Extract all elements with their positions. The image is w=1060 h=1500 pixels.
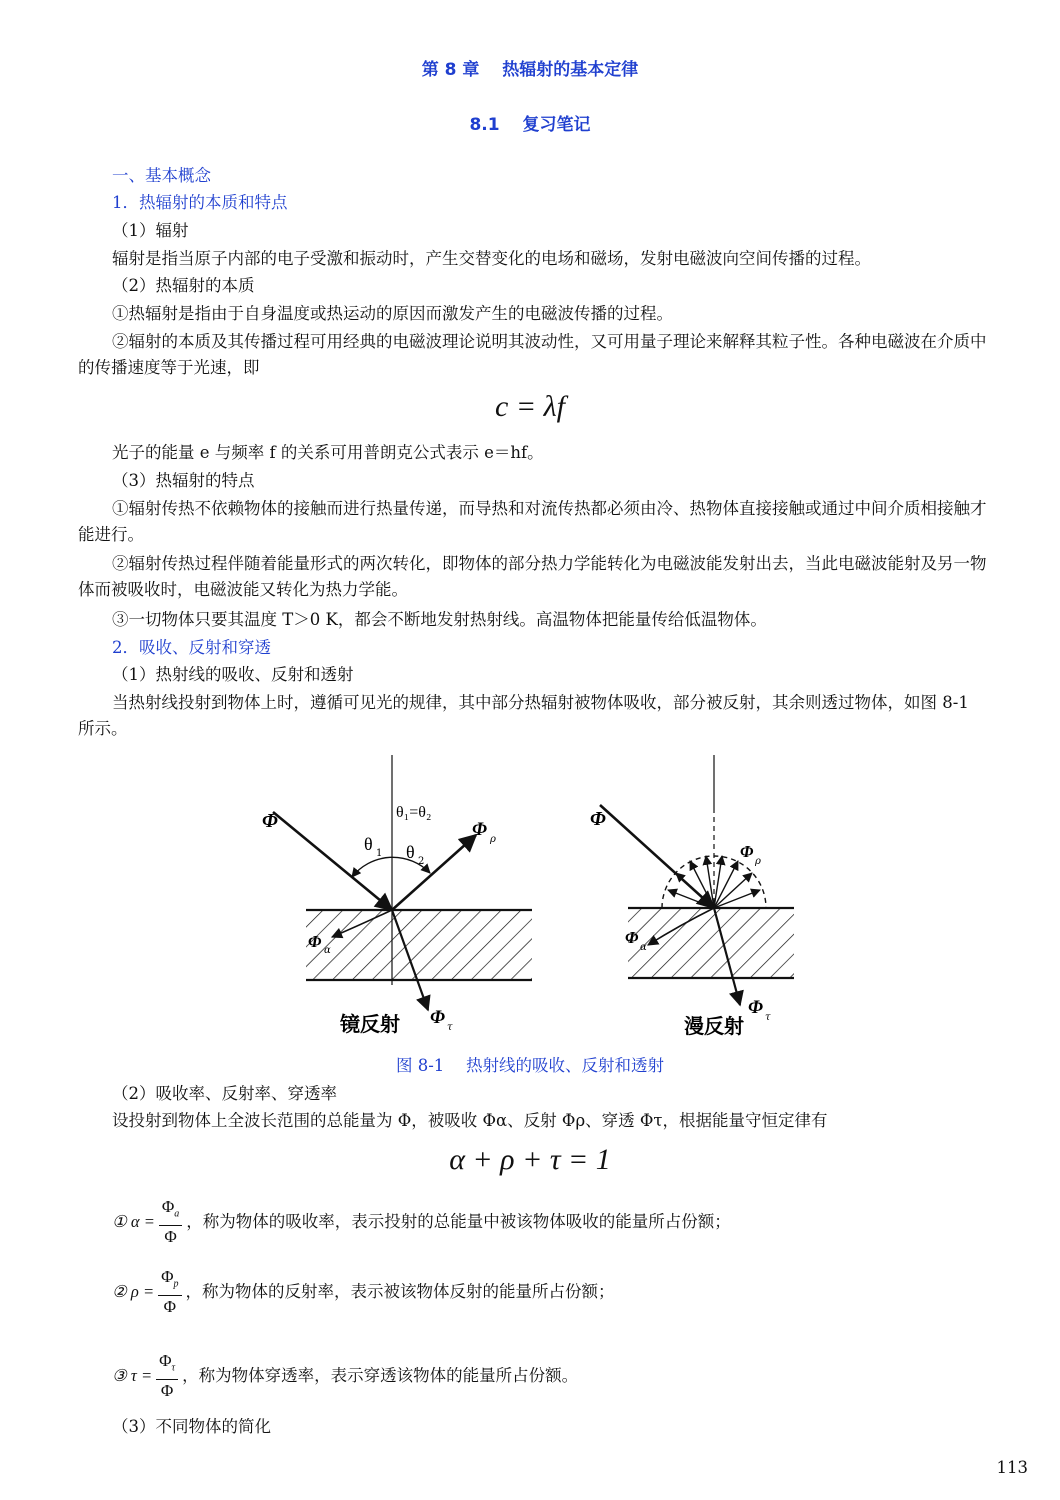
subheading-rates: （2）吸收率、反射率、穿透率 <box>112 1084 337 1103</box>
paragraph-nature-2: ②辐射的本质及其传播过程可用经典的电磁波理论说明其波动性，又可用量子理论来解释其粒子性。各种电磁波在介质中的传播速度等于光速，即 <box>78 332 987 377</box>
theta1-label: θ <box>364 834 373 854</box>
subheading-absorption-reflection-transmission: （1）热射线的吸收、反射和透射 <box>112 665 354 684</box>
phi-alpha-sub-left: α <box>324 945 331 956</box>
paragraph-radiation-definition: 辐射是指当原子内部的电子受激和振动时，产生交替变化的电场和磁场，发射电磁波向空间传播的过程。 <box>112 249 871 268</box>
subheading-radiation: （1）辐射 <box>112 221 189 240</box>
absorptivity-symbol: ① α = <box>112 1212 155 1232</box>
equation-speed-of-light: c = λf <box>495 390 565 423</box>
figure-caption: 图 8-1 热射线的吸收、反射和透射 <box>395 1056 665 1075</box>
phi-tau-right: Φ <box>748 997 763 1018</box>
phi-tau-left: Φ <box>430 1007 445 1028</box>
transmissivity-fraction: $\frac{\Phi_\tau}{\Phi}$ <box>156 1352 178 1400</box>
slab-hatch-right <box>628 908 794 978</box>
theta-equality-label: θ₁=θ₂ <box>396 804 432 821</box>
absorptivity-description: ，称为物体的吸收率，表示投射的总能量中被该物体吸收的能量所占份额； <box>186 1212 731 1232</box>
slab-hatch-left <box>306 910 532 980</box>
chapter-title: 第 8 章 热辐射的基本定律 <box>421 60 639 80</box>
phi-rho-right: Φ <box>740 842 754 861</box>
paragraph-incident-rays: 当热射线投射到物体上时，遵循可见光的规律，其中部分热辐射被物体吸收，部分被反射，其余则透过物体，如图 8-1 所示。 <box>78 693 969 738</box>
heading-basic-concepts: 一、基本概念 <box>112 166 211 185</box>
reflectivity-fraction: $\frac{\Phi_p}{\Phi}$ <box>158 1268 181 1316</box>
reflected-ray-left <box>392 835 476 910</box>
paragraph-nature-1: ①热辐射是指由于自身温度或热运动的原因而激发产生的电磁波传播的过程。 <box>112 304 673 323</box>
equation-energy-balance: α + ρ + τ = 1 <box>449 1143 611 1176</box>
paragraph-feature-1: ①辐射传热不依赖物体的接触而进行热量传递，而导热和对流传热都必须由冷、热物体直接接触或通过中间介质相接触才能进行。 <box>78 499 987 544</box>
phi-incident-right: Φ <box>590 808 606 830</box>
diffuse-label: 漫反射 <box>684 1014 744 1038</box>
theta2-sub: 2 <box>418 856 425 867</box>
diffuse-reflection-diagram <box>590 755 794 1038</box>
phi-tau-sub-left: τ <box>447 1022 453 1033</box>
theta1-sub: 1 <box>376 848 383 859</box>
paragraph-energy-conservation: 设投射到物体上全波长范围的总能量为 Φ，被吸收 Φα、反射 Φρ、穿透 Φτ，根据能量守恒定律有 <box>112 1111 828 1130</box>
phi-rho-left: Φ <box>472 819 487 840</box>
page-number: 113 <box>996 1458 1028 1477</box>
definition-absorptivity <box>112 1198 731 1246</box>
subheading-nature: （2）热辐射的本质 <box>112 276 255 295</box>
transmissivity-symbol: ③ τ = <box>112 1366 153 1386</box>
heading-thermal-radiation-nature: 1．热辐射的本质和特点 <box>112 193 288 212</box>
specular-label: 镜反射 <box>340 1012 400 1036</box>
theta2-label: θ <box>406 842 415 862</box>
subheading-simplification: （3）不同物体的简化 <box>112 1417 271 1436</box>
transmissivity-description: ，称为物体穿透率，表示穿透该物体的能量所占份额。 <box>182 1366 579 1386</box>
definition-reflectivity <box>112 1268 615 1316</box>
figure-8-1 <box>240 755 820 1045</box>
phi-incident-left: Φ <box>262 810 278 832</box>
specular-reflection-diagram <box>262 755 532 1036</box>
reflectivity-description: ，称为物体的反射率，表示被该物体反射的能量所占份额； <box>185 1282 615 1302</box>
section-title: 8.1 复习笔记 <box>469 115 591 135</box>
subheading-features: （3）热辐射的特点 <box>112 471 255 490</box>
phi-tau-sub-right: τ <box>765 1012 771 1023</box>
paragraph-feature-3: ③一切物体只要其温度 T＞0 K，都会不断地发射热射线。高温物体把能量传给低温物体。 <box>112 610 767 629</box>
absorptivity-fraction: $\frac{\Phi_a}{\Phi}$ <box>159 1198 182 1246</box>
heading-absorption-reflection: 2．吸收、反射和穿透 <box>112 638 271 657</box>
phi-rho-sub-left: ρ <box>490 834 496 845</box>
phi-rho-sub-right: ρ <box>755 856 761 867</box>
reflectivity-symbol: ② ρ = <box>112 1282 155 1302</box>
definition-transmissivity <box>112 1352 578 1400</box>
paragraph-photon-energy: 光子的能量 e 与频率 f 的关系可用普朗克公式表示 e＝hf。 <box>112 443 544 462</box>
phi-alpha-right: Φ <box>625 928 639 947</box>
paragraph-feature-2: ②辐射传热过程伴随着能量形式的两次转化，即物体的部分热力学能转化为电磁波能发射出去，当此电磁波能射及另一物体而被吸收时，电磁波能又转化为热力学能。 <box>78 554 987 599</box>
phi-alpha-sub-right: α <box>640 942 647 953</box>
phi-alpha-left: Φ <box>308 932 322 951</box>
